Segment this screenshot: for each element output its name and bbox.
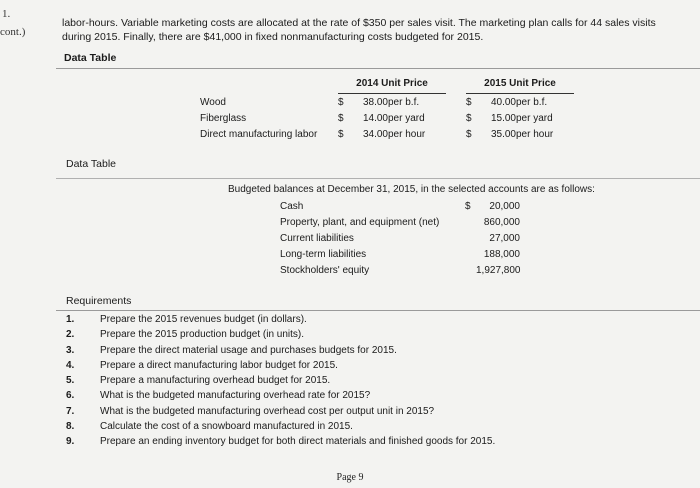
item-name: Fiberglass	[200, 113, 247, 124]
price-2014: 34.00	[362, 129, 388, 140]
balance-row	[228, 249, 595, 265]
divider	[56, 310, 700, 311]
requirements-title: Requirements	[66, 295, 132, 307]
balance-row	[228, 217, 595, 233]
item-name: Wood	[200, 96, 226, 108]
divider	[56, 178, 700, 179]
balance-row: Cash $ 20,000	[280, 201, 520, 212]
table-row: Wood $ 38.00 per b.f. $ 40.00 per b.f.	[200, 94, 574, 111]
price-2015: 35.00	[490, 129, 516, 140]
balances-caption: Budgeted balances at December 31, 2015, in the selected accounts are as follows:	[228, 184, 595, 195]
balance-row	[228, 233, 595, 249]
continued-label: cont.)	[0, 26, 26, 38]
header-2014-unit-price: 2014 Unit Price	[338, 78, 446, 94]
budgeted-balances	[228, 184, 595, 281]
table-row: Direct manufacturing labor $ 34.00 per hour $ 35.00 per hour	[200, 126, 574, 142]
price-2014: 14.00	[362, 113, 388, 124]
account-name: Stockholders' equity	[280, 265, 370, 276]
table-row: Fiberglass $ 14.00 per yard $ 15.00 per yard	[200, 110, 574, 126]
problem-number: 1.	[2, 8, 11, 20]
price-2015: 15.00	[490, 113, 516, 124]
price-2015: 40.00	[490, 97, 516, 108]
page-number: Page 9	[336, 472, 364, 483]
data-table-1-title: Data Table	[64, 52, 117, 64]
divider	[56, 68, 700, 69]
data-table-2-title: Data Table	[66, 158, 117, 170]
intro-paragraph: labor-hours. Variable marketing costs are allocated at the rate of $350 per sales visit. The marketing plan calls for 44 sales visits during 2015. Finally, there are $41,000 in fixed nonmanufacturing costs budgeted for 2015.	[62, 17, 656, 43]
account-amount: 860,000	[483, 217, 520, 228]
header-2015-unit-price: 2015 Unit Price	[466, 78, 574, 94]
account-amount: 27,000	[489, 233, 520, 244]
account-name: Long-term liabilities	[280, 249, 367, 260]
price-2014: 38.00	[362, 97, 388, 108]
unit-price-table	[200, 78, 574, 142]
account-amount: 20,000	[489, 201, 520, 212]
balance-row	[228, 265, 595, 281]
account-amount: 1,927,800	[476, 265, 521, 276]
account-name: Current liabilities	[280, 233, 354, 244]
item-name: Direct manufacturing labor	[200, 129, 318, 140]
account-amount: 188,000	[483, 249, 520, 260]
account-name: Property, plant, and equipment (net)	[280, 217, 440, 228]
account-name: Cash	[280, 201, 304, 212]
